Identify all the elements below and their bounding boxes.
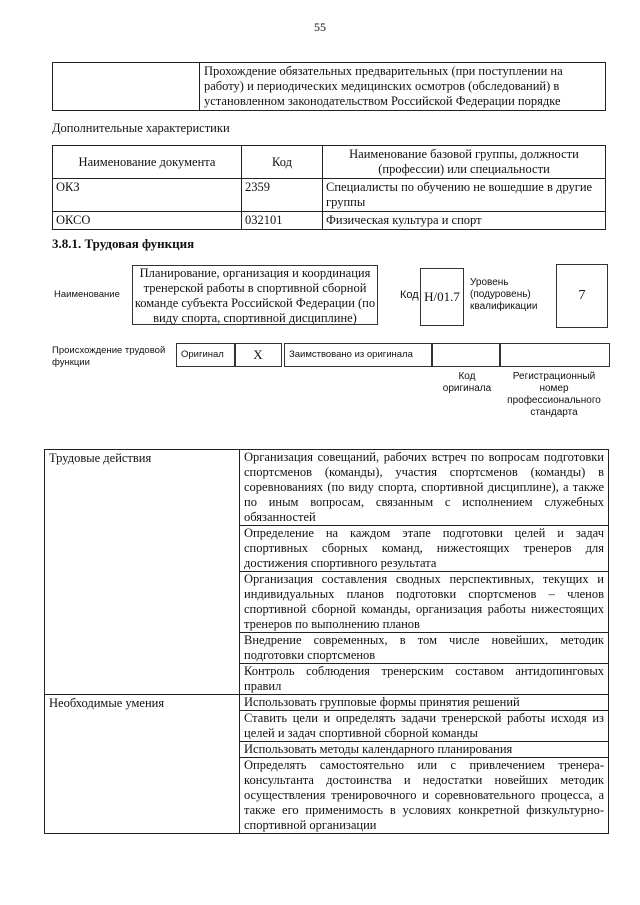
cell-doc-okz: ОКЗ (53, 179, 242, 212)
action-item: Контроль соблюдения тренерским составом антидопинговых правил (240, 664, 609, 695)
section-heading: 3.8.1. Трудовая функция (52, 236, 195, 251)
level-label: Уровень (подуровень) квалификации (470, 277, 538, 312)
origin-label: Происхождение трудовой функции (52, 345, 166, 368)
additional-characteristics-table (52, 145, 606, 230)
cell-code-okz: 2359 (242, 179, 323, 212)
cell-code-okso: 032101 (242, 212, 323, 230)
medical-exam-table (52, 62, 606, 111)
header-group-name: Наименование базовой группы, должности (профессии) или специальности (323, 146, 606, 179)
name-label: Наименование (54, 289, 120, 300)
skill-item: Использовать групповые формы принятия решений (240, 695, 609, 711)
additional-characteristics-title: Дополнительные характеристики (52, 121, 230, 135)
action-item: Организация составления сводных перспективных, текущих и индивидуальных планов подготовки спортсменов – членов спортивной сборной команды, организация работы нижестоящих тренеров по выполнению планов (240, 572, 609, 633)
origin-borrowed-cell: Заимствовано из оригинала (284, 343, 432, 367)
labor-function-table (44, 449, 609, 834)
cell-group-okz: Специалисты по обучению не вошедшие в другие группы (323, 179, 606, 212)
header-code: Код (242, 146, 323, 179)
empty-cell (53, 63, 200, 111)
action-item: Организация совещаний, рабочих встреч по вопросам подготовки спортсменов (команды), участия спортсменов (команды) в соревнованиях (по виду спорта, спортивной дисциплине), а также по иным вопросам, связанным с исполнением служебных обязанностей (240, 450, 609, 526)
function-code-box: H/01.7 (420, 268, 464, 326)
header-document-name: Наименование документа (53, 146, 242, 179)
origin-original-cell: Оригинал (176, 343, 236, 367)
actions-label: Трудовые действия (45, 450, 240, 695)
cell-group-okso: Физическая культура и спорт (323, 212, 606, 230)
skill-item: Ставить цели и определять задачи тренерской работы исходя из целей и задач спортивной сборной команды (240, 711, 609, 742)
origin-reg-cell (500, 343, 610, 367)
skill-item: Определять самостоятельно или с привлечением тренера-консультанта достоинства и недостатки новейших методик осуществления тренировочного и соревновательного процесса, а также его применимость в условиях конкретной физкультурно-спортивной организации (240, 758, 609, 834)
action-item: Внедрение современных, в том числе новейших, методик подготовки спортсменов (240, 633, 609, 664)
function-name-box: Планирование, организация и координация тренерской работы в спортивной сборной команде субъекта Российской Федерации (по виду спорта, спортивной дисциплине) (132, 265, 378, 325)
origin-code-cell (432, 343, 500, 367)
cell-doc-okso: ОКСО (53, 212, 242, 230)
action-item: Определение на каждом этапе подготовки целей и задач спортивных сборных команд, нижестоящих тренеров для достижения спортивного результата (240, 526, 609, 572)
origin-mark-cell: X (234, 343, 282, 367)
origin-code-caption: Код оригинала (442, 371, 492, 394)
page-number: 55 (314, 20, 326, 34)
origin-reg-caption: Регистрационный номер профессионального стандарта (507, 371, 601, 418)
level-box: 7 (556, 264, 608, 328)
code-label: Код (400, 289, 419, 301)
skill-item: Использовать методы календарного планирования (240, 742, 609, 758)
skills-label: Необходимые умения (45, 695, 240, 834)
medical-exam-text: Прохождение обязательных предварительных (при поступлении на работу) и периодических медицинских осмотров (обследований) в установленном законодательством Российской Федерации порядке (200, 63, 606, 111)
